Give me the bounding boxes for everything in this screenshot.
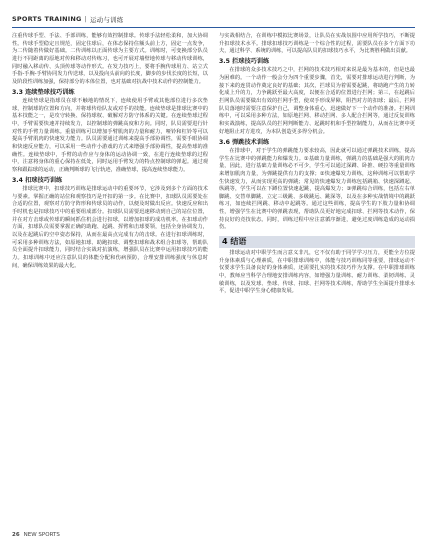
section-heading-3-4: 3.4 扣球技巧训练	[12, 177, 63, 185]
intro-paragraph: 与实战相结合，在训练中模拟比赛场景，让队员在实战氛围中应用所学技巧，不断提升扣球技术水平。排球扣球技巧训练是一个综合性的过程，需要队员在多个方面下功夫，通过科学、系统的训练，可以提高队员的扣球技巧水平，为比赛胜利做出贡献。	[219, 33, 415, 55]
journal-section-cn: 运动与训练	[89, 15, 124, 24]
journal-name: NEW SPORTS	[23, 532, 60, 538]
header-separator: |	[84, 15, 87, 23]
section-heading-conclusion: 4 结语	[219, 236, 415, 248]
body-paragraph: 在排球的众多技术技巧之中，拦网的技术技巧相对来说是最为基本的，但是也最为困难的。一个动作一般会分为四个重要步骤，首先，需要对排球运动进行判断，为接下来的连贯动作奠定良好的基础；其次，拦球员为着需要起跳，将助跑产生的力转化成上升的力，力争跳跃至最大高度，以便在合适的位置进行拦网；第三，在起跳后拦网队员需要做出有效的拦网手型，使双手形成屏障，阻挡对方的扣球；最后，拦网队员落地时需要注意保护自己，调整身体重心，迅速做好下一个动作的准备。拦网训练中，可以采用多种方法，如原地拦网、移动拦网、多人配合拦网等，通过反复训练和实战演练，提高队员的拦网判断能力、起跳时机和手型控制能力，从而在比赛中更好地阻止对方进攻，为本队创造更多得分机会。	[219, 67, 415, 135]
intro-paragraph: 注重传球手型、手法、手部训练，能够有效控制排球。传球手法轻松柔和，加大协调性。传球手型稳定且规范，固定住球后，在体态保持住额头前上方，固定一点发争，为二传随着传做好基础。二传训练以正面传球为主要方式。训练时，可变换部分队员进行不同距离的原地对传和移动对传练习，也可开展对墙壁地传球与移动传球训练，同时融入移动传、头顶传球等动作形式。在发力技巧上，要将手腕传球用力、站立式手指-手腕-手臂协同发力传送球，以及投向头前向的长度，脚步的步伐长度的长短，以及阶段性训练加强，保持部分的本体位置，也对基础对抗战中技术动作的控制能力。	[12, 33, 208, 85]
page-number: 26	[12, 532, 20, 538]
journal-section-en: SPORTS TRAINING	[12, 15, 82, 23]
body-paragraph: 在排球中，对于学生的弹跳能力要求较高，因此就可以通过弹跳技术训练，提高学生在比赛中的弹跳能力和爆发力。①基础力量训练，弹跳力的基础是强大的肌肉力量，因此，进行基础力量训练必不可少，学生可以通过深蹲、卧推、硬拉等重量训练来增加肌肉力量，为弹跳提供有力的支撑；②快速爆发力训练，这种训练可以帮助学生快速发力，从而实现更高的弹跳；常见的快速爆发力训练包括跳箱、快速深蹲起、纵跳等，学生可以在下蹲位置快速起跳，提高爆发力；③弹跳综合训练，包括左右单脚跳、交替单脚跳、立定三级跳、多级跳远、跳深等，以及在多种实战情境中的跳跃练习，如连续拦网跳、移动中起跳等。通过这些训练，提高学生的下肢力量和协调性，增强学生在比赛中的弹跳表现，帮助队员更好地完成扣球、拦网等技术动作，保持良好的竞技状态。同时，训练过程中应注意循序渐进，避免过度训练造成的运动损伤。	[219, 147, 415, 231]
page-footer	[12, 530, 60, 540]
right-column	[219, 33, 415, 296]
header-rule	[12, 27, 415, 28]
body-paragraph: 排球比赛中，扣球技巧训练是排球运动中的重要环节，它涉及到多个方面的技术与要素。掌握正确的站位和观察技巧是开扣的第一步。在比赛中，扣球队员需要处在合适的位置，观察对方防守阵形和传球员的动作，以便及时做出反应。快速反应和出手时机也是扣球技巧中的重要组成部分。扣球队员需要迅速移动到自己的站位位置，并在对方击球或传球的瞬间抓住机会进行扣球，以增加扣球的成功机率。在扣球动作方面，扣球队员需要掌握正确的助跑、起跳、挥臂和击球要领，包括全身协调发力，以及在起跳后的空中姿态保持，从而在最高点完成有力的击球。在进行扣球训练时，可采用多种训练方法，如原地扣球、助跑扣球、调整扣球和战术组合扣球等，帮助队员全面提升扣球能力，同时结合实战对抗演练，增强队员在比赛中运用扣球技巧的能力。扣球训练中还应注意队员的体能分配和伤病预防，合理安排训练强度与休息时间，确保训练效果的最大化。	[12, 186, 208, 269]
running-head	[12, 12, 415, 26]
left-column	[12, 33, 208, 270]
body-paragraph: 连续垫球是指球员在球不触地的情况下，连续使用手臂或其他部位进行多次垫球，控制球的位置和方向，并将球传给队友或对手的技能。连续垫球是排球比赛中的基本技能之一，是攻守转换、保持球权、破解对方防守体系的关键。在连续垫球过程中，手臂需要快速并持续发力，以控制球的弹跳高度和方向。同时，队员需要进行针对性的手臂力量训练。重量训练可以增加手臂肌肉的力量和耐力，哑铃和杠铃等可以提高手臂肌肉的快速发力能力。队员需要通过训练来提高手部协调性，需要手眼协调和快速反应能力，可以采用一些动作小游戏的方式来增强手部协调性，提高垫球的准确性。连续垫球中，手臂的动作应与身体的运动协调一致，在进行连续垫球的过程中，注意将身体的重心保持在低处，同时运用手臂发力的特点控制球的弹起。通过观察和跟踪球的运动，正确判断球的飞行轨迹，准确垫球，提高连续垫球能力。	[12, 98, 208, 173]
section-heading-3-5: 3.5 拦球技巧训练	[219, 58, 270, 66]
section-heading-3-6: 3.6 弹跳技术训练	[219, 138, 270, 146]
section-heading-3-3: 3.3 连续垫球技巧训练	[12, 89, 75, 97]
body-paragraph: 排球运动对中职学生而言意义非凡，它不仅有助于同学学习压力，更能全方位提升身体素质与心理素质，在中职排球训练中，体能与技巧训练同等重要，排球运动不仅要求学生具备良好的身体素质，还需要扎实的技术技巧作为支撑。在中职排球训练中，教师应当科学合理地安排训练内容，如增强力量训练、耐力训练、柔韧训练、灵敏训练，以及发球、垫球、传球、扣球、拦网等技术训练，帮助学生全面提升排球水平，促进中职学生身心健康发展。	[219, 250, 415, 295]
